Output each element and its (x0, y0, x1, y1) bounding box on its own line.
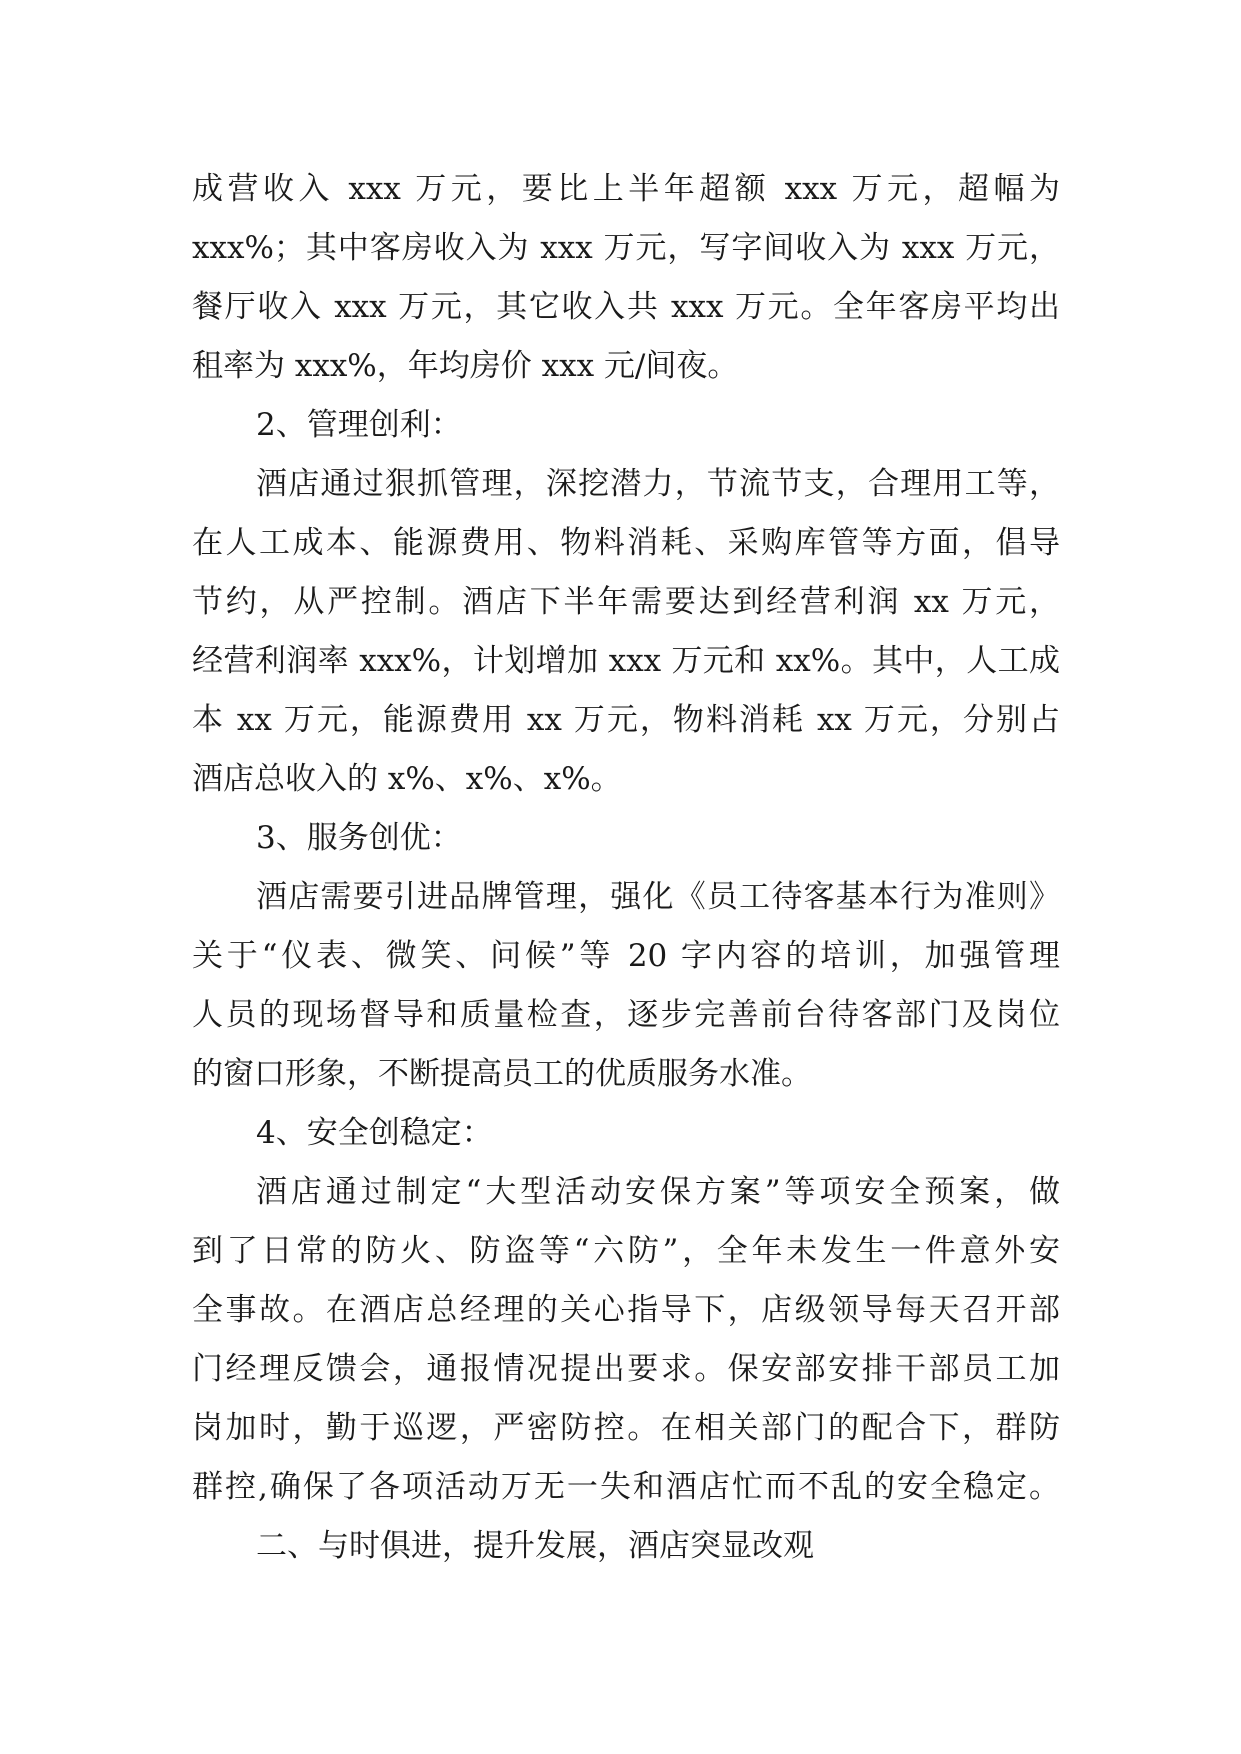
text-line: 关于“仪表、微笑、问候”等 20 字内容的培训，加强管理 (192, 938, 1060, 974)
text-line: 的窗口形象，不断提高员工的优质服务水准。 (192, 1056, 812, 1092)
document-body (192, 160, 1060, 1576)
section-heading: 4、安全创稳定： (256, 1115, 493, 1151)
text-line: 人员的现场督导和质量检查，逐步完善前台待客部门及岗位 (192, 997, 1060, 1033)
text-line: 门经理反馈会，通报情况提出要求。保安部安排干部员工加 (192, 1351, 1060, 1387)
text-line: 本 xx 万元，能源费用 xx 万元，物料消耗 xx 万元，分别占 (192, 702, 1060, 738)
section-heading: 2、管理创利： (256, 407, 462, 443)
text-line: 在人工成本、能源费用、物料消耗、采购库管等方面，倡导 (192, 525, 1060, 561)
text-line: 全事故。在酒店总经理的关心指导下，店级领导每天召开部 (192, 1292, 1060, 1328)
text-line: 群控,确保了各项活动万无一失和酒店忙而不乱的安全稳定。 (192, 1469, 1060, 1505)
section-heading: 3、服务创优： (256, 820, 462, 856)
text-line: 餐厅收入 xxx 万元，其它收入共 xxx 万元。全年客房平均出 (192, 289, 1060, 325)
text-line: 酒店通过狠抓管理，深挖潜力，节流节支，合理用工等， (256, 466, 1060, 502)
text-line: 经营利润率 xxx%，计划增加 xxx 万元和 xx%。其中，人工成 (192, 643, 1060, 679)
text-line: 酒店总收入的 x%、x%、x%。 (192, 761, 622, 797)
text-line: 租率为 xxx%，年均房价 xxx 元/间夜。 (192, 348, 739, 384)
text-line: 酒店通过制定“大型活动安保方案”等项安全预案，做 (256, 1174, 1060, 1210)
text-line: 成营收入 xxx 万元，要比上半年超额 xxx 万元，超幅为 (192, 171, 1060, 207)
text-line: xxx%；其中客房收入为 xxx 万元，写字间收入为 xxx 万元， (192, 230, 1060, 266)
text-line: 酒店需要引进品牌管理，强化《员工待客基本行为准则》 (256, 879, 1060, 915)
text-line: 岗加时，勤于巡逻，严密防控。在相关部门的配合下，群防 (192, 1410, 1060, 1446)
text-line: 到了日常的防火、防盗等“六防”，全年未发生一件意外安 (192, 1233, 1060, 1269)
text-line: 节约，从严控制。酒店下半年需要达到经营利润 xx 万元， (192, 584, 1060, 620)
section-heading: 二、与时俱进，提升发展，酒店突显改观 (256, 1528, 814, 1564)
